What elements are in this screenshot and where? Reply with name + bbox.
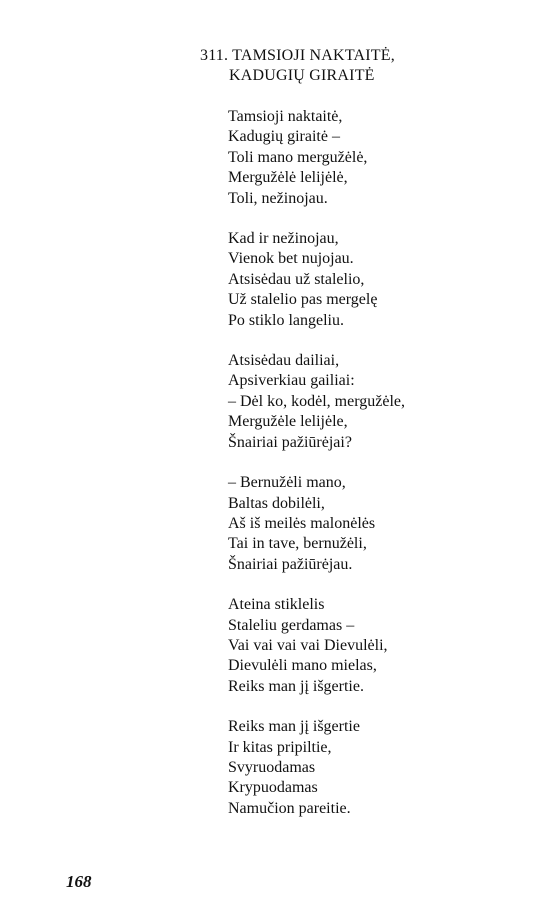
verse-line: Vai vai vai vai Dievulėli,	[228, 636, 388, 654]
verse-line: Šnairiai pažiūrėjau.	[228, 555, 353, 573]
verse-line: Krypuodamas	[228, 779, 318, 797]
verse-line: Dievulėli mano mielas,	[228, 657, 377, 675]
title-line-1: TAMSIOJI NAKTAITĖ,	[232, 47, 395, 64]
stanza-4	[228, 473, 405, 575]
verse-line: Mergužėlė lelijėlė,	[228, 169, 348, 187]
stanza-1	[228, 107, 405, 209]
verse-line: Už stalelio pas mergelę	[228, 291, 378, 309]
verse-line: Atsisėdau už stalelio,	[228, 270, 365, 288]
verse-line: Po stiklo langeliu.	[228, 311, 344, 329]
verse-line: Ir kitas pripiltie,	[228, 738, 332, 756]
verse-line: Kad ir nežinojau,	[228, 230, 339, 248]
verse-line: Namučion pareitie.	[228, 799, 351, 817]
verse-line: Toli, nežinojau.	[228, 189, 328, 207]
verse-line: Vienok bet nujojau.	[228, 250, 354, 268]
verse-line: Ateina stiklelis	[228, 596, 325, 614]
verse-line: Baltas dobilėli,	[228, 494, 325, 512]
verse-line: Apsiverkiau gailiai:	[228, 372, 355, 390]
verse-line: Tai in tave, bernužėli,	[228, 535, 367, 553]
stanza-6	[228, 717, 405, 819]
stanza-5	[228, 595, 405, 697]
verse-line: Tamsioji naktaitė,	[228, 108, 343, 125]
verse-line: Reiks man jį išgertie	[228, 718, 360, 736]
title-line-2: KADUGIŲ GIRAITĖ	[229, 67, 375, 84]
verse-line: Aš iš meilės malonėlės	[228, 514, 376, 532]
verse-line: Šnairiai pažiūrėjai?	[228, 433, 352, 451]
verse-line: Toli mano mergužėlė,	[228, 148, 368, 166]
stanza-2	[228, 229, 405, 331]
verse-line: Mergužėle lelijėle,	[228, 413, 348, 431]
verse-line: Staleliu gerdamas –	[228, 616, 355, 634]
title-number: 311.	[200, 47, 229, 64]
verse-line: Svyruodamas	[228, 758, 316, 776]
poem-title	[200, 46, 395, 86]
stanza-3	[228, 351, 405, 453]
verse-line: Atsisėdau dailiai,	[228, 352, 340, 370]
verse-line: Reiks man jį išgertie.	[228, 677, 364, 695]
verse-line: – Dėl ko, kodėl, mergužėle,	[228, 392, 405, 410]
poem-body	[228, 107, 405, 839]
verse-line: – Bernužėli mano,	[228, 474, 346, 492]
page-number: 168	[66, 872, 92, 891]
verse-line: Kadugių giraitė –	[228, 128, 340, 146]
